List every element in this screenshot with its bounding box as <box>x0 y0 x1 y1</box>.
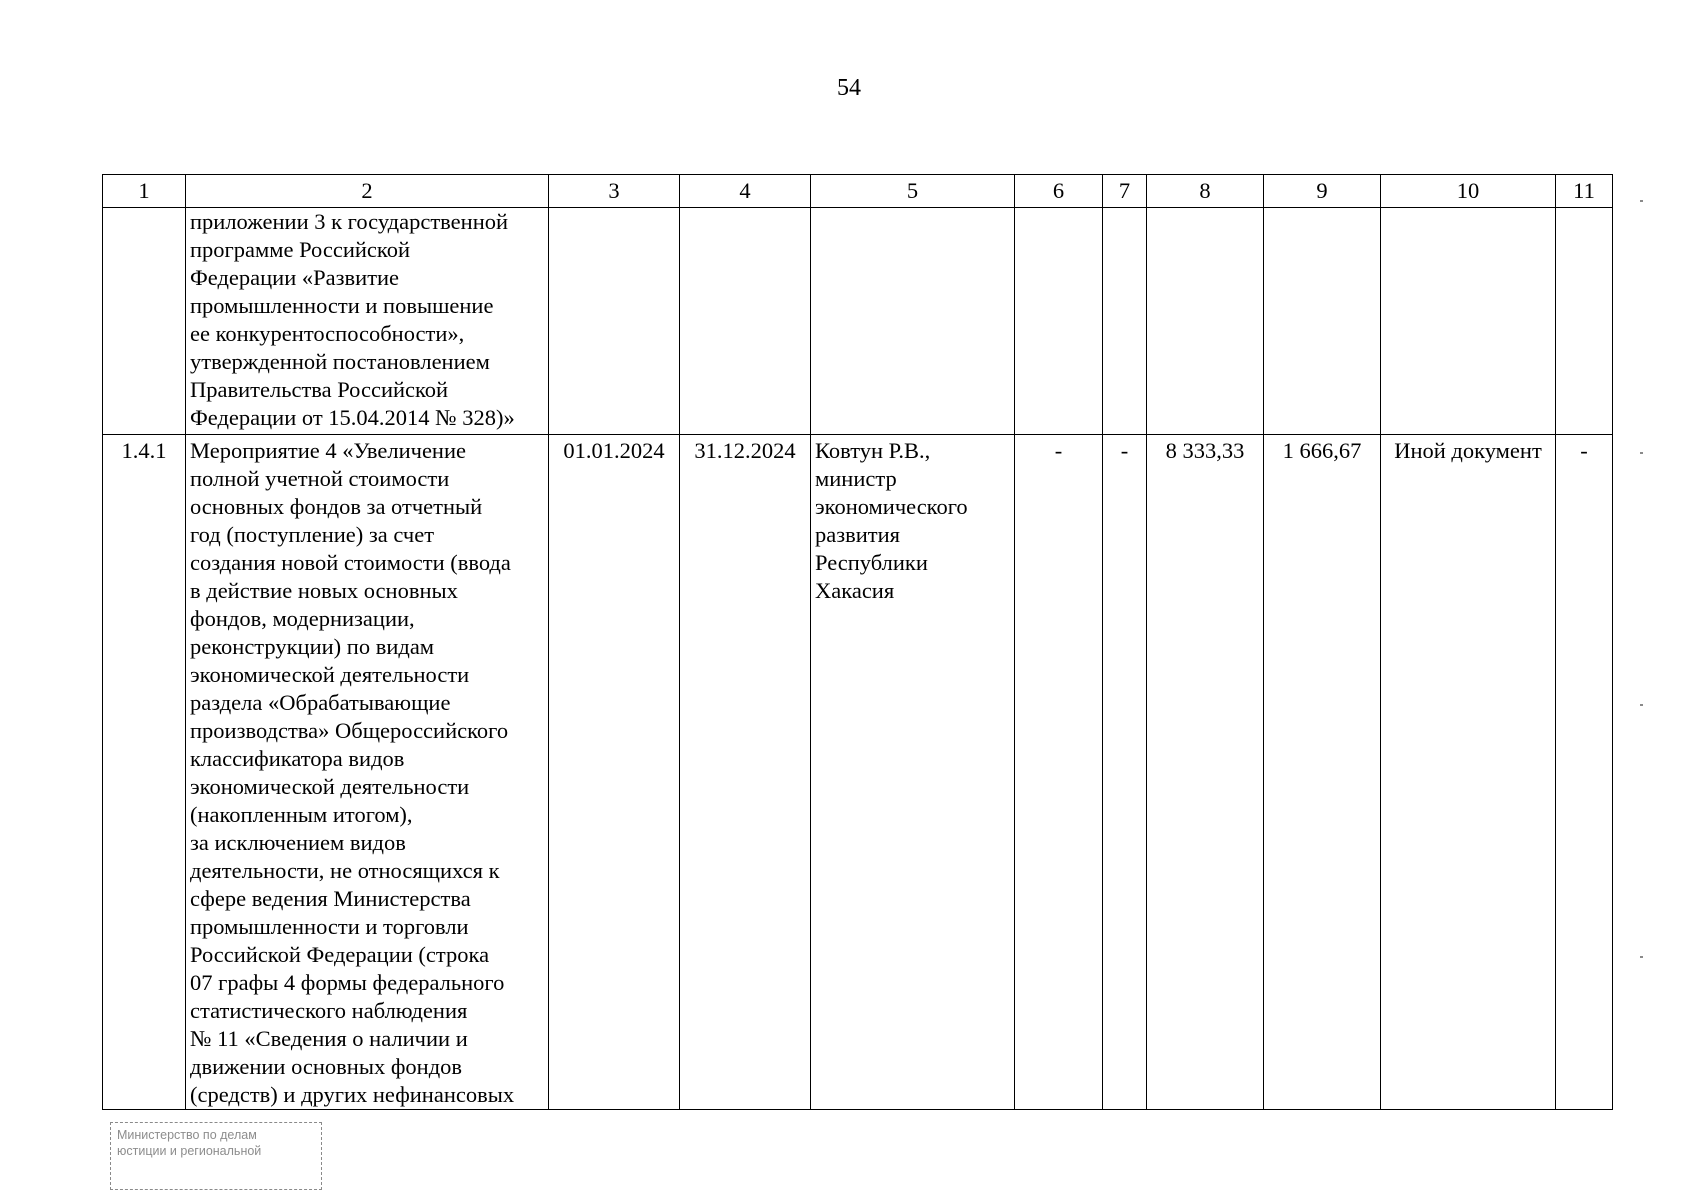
column-header: 7 <box>1103 175 1147 208</box>
column-header: 8 <box>1147 175 1264 208</box>
end-date-cell: 31.12.2024 <box>680 435 811 1110</box>
scan-mark <box>1640 704 1643 706</box>
registration-stamp <box>110 1122 322 1190</box>
value-cell: - <box>1556 435 1613 1110</box>
table-row <box>103 435 1613 1110</box>
responsible-cell <box>811 208 1015 435</box>
column-header: 5 <box>811 175 1015 208</box>
column-header: 1 <box>103 175 186 208</box>
value-cell <box>1103 208 1147 435</box>
table-row <box>103 208 1613 435</box>
column-header: 9 <box>1264 175 1381 208</box>
responsible-cell: Ковтун Р.В., министр экономического развития Республики Хакасия <box>811 435 1015 1110</box>
description-cell: Мероприятие 4 «Увеличение полной учетной стоимости основных фондов за отчетный год (поступление) за счет создания новой стоимости (ввода в действие новых основных фондов, модернизации, реконструкции) по видам экономической деятельности раздела «Обрабатывающие производства» Общероссийского классификатора видов экономической деятельности (накопленным итогом), за исключением видов деятельности, не относящихся к сфере ведения Министерства промышленности и торговли Российской Федерации (строка 07 графы 4 формы федерального статистического наблюдения № 11 «Сведения о наличии и движении основных фондов (средств) и других нефинансовых <box>186 435 549 1110</box>
amount-cell <box>1264 208 1381 435</box>
end-date-cell <box>680 208 811 435</box>
start-date-cell: 01.01.2024 <box>549 435 680 1110</box>
amount-cell: 8 333,33 <box>1147 435 1264 1110</box>
value-cell <box>1556 208 1613 435</box>
page-number: 54 <box>837 75 861 101</box>
column-header: 3 <box>549 175 680 208</box>
description-cell: приложении 3 к государственной программе Российской Федерации «Развитие промышленности и повышение ее конкурентоспособности», утвержденной постановлением Правительства Российской Федерации от 15.04.2014 № 328)» <box>186 208 549 435</box>
stamp-line: Министерство по делам <box>117 1128 257 1142</box>
document-cell: Иной документ <box>1381 435 1556 1110</box>
row-number-cell: 1.4.1 <box>103 435 186 1110</box>
scan-mark <box>1640 452 1643 454</box>
column-header: 10 <box>1381 175 1556 208</box>
column-header: 6 <box>1015 175 1103 208</box>
column-header: 2 <box>186 175 549 208</box>
row-number-cell <box>103 208 186 435</box>
value-cell <box>1015 208 1103 435</box>
column-header: 11 <box>1556 175 1613 208</box>
document-cell <box>1381 208 1556 435</box>
value-cell: - <box>1103 435 1147 1110</box>
column-number-row <box>103 175 1613 208</box>
value-cell: - <box>1015 435 1103 1110</box>
scan-mark <box>1640 200 1643 202</box>
amount-cell <box>1147 208 1264 435</box>
start-date-cell <box>549 208 680 435</box>
column-header: 4 <box>680 175 811 208</box>
scan-mark <box>1640 956 1643 958</box>
activities-table <box>102 174 1613 1110</box>
stamp-line: юстиции и региональной <box>117 1144 262 1158</box>
amount-cell: 1 666,67 <box>1264 435 1381 1110</box>
